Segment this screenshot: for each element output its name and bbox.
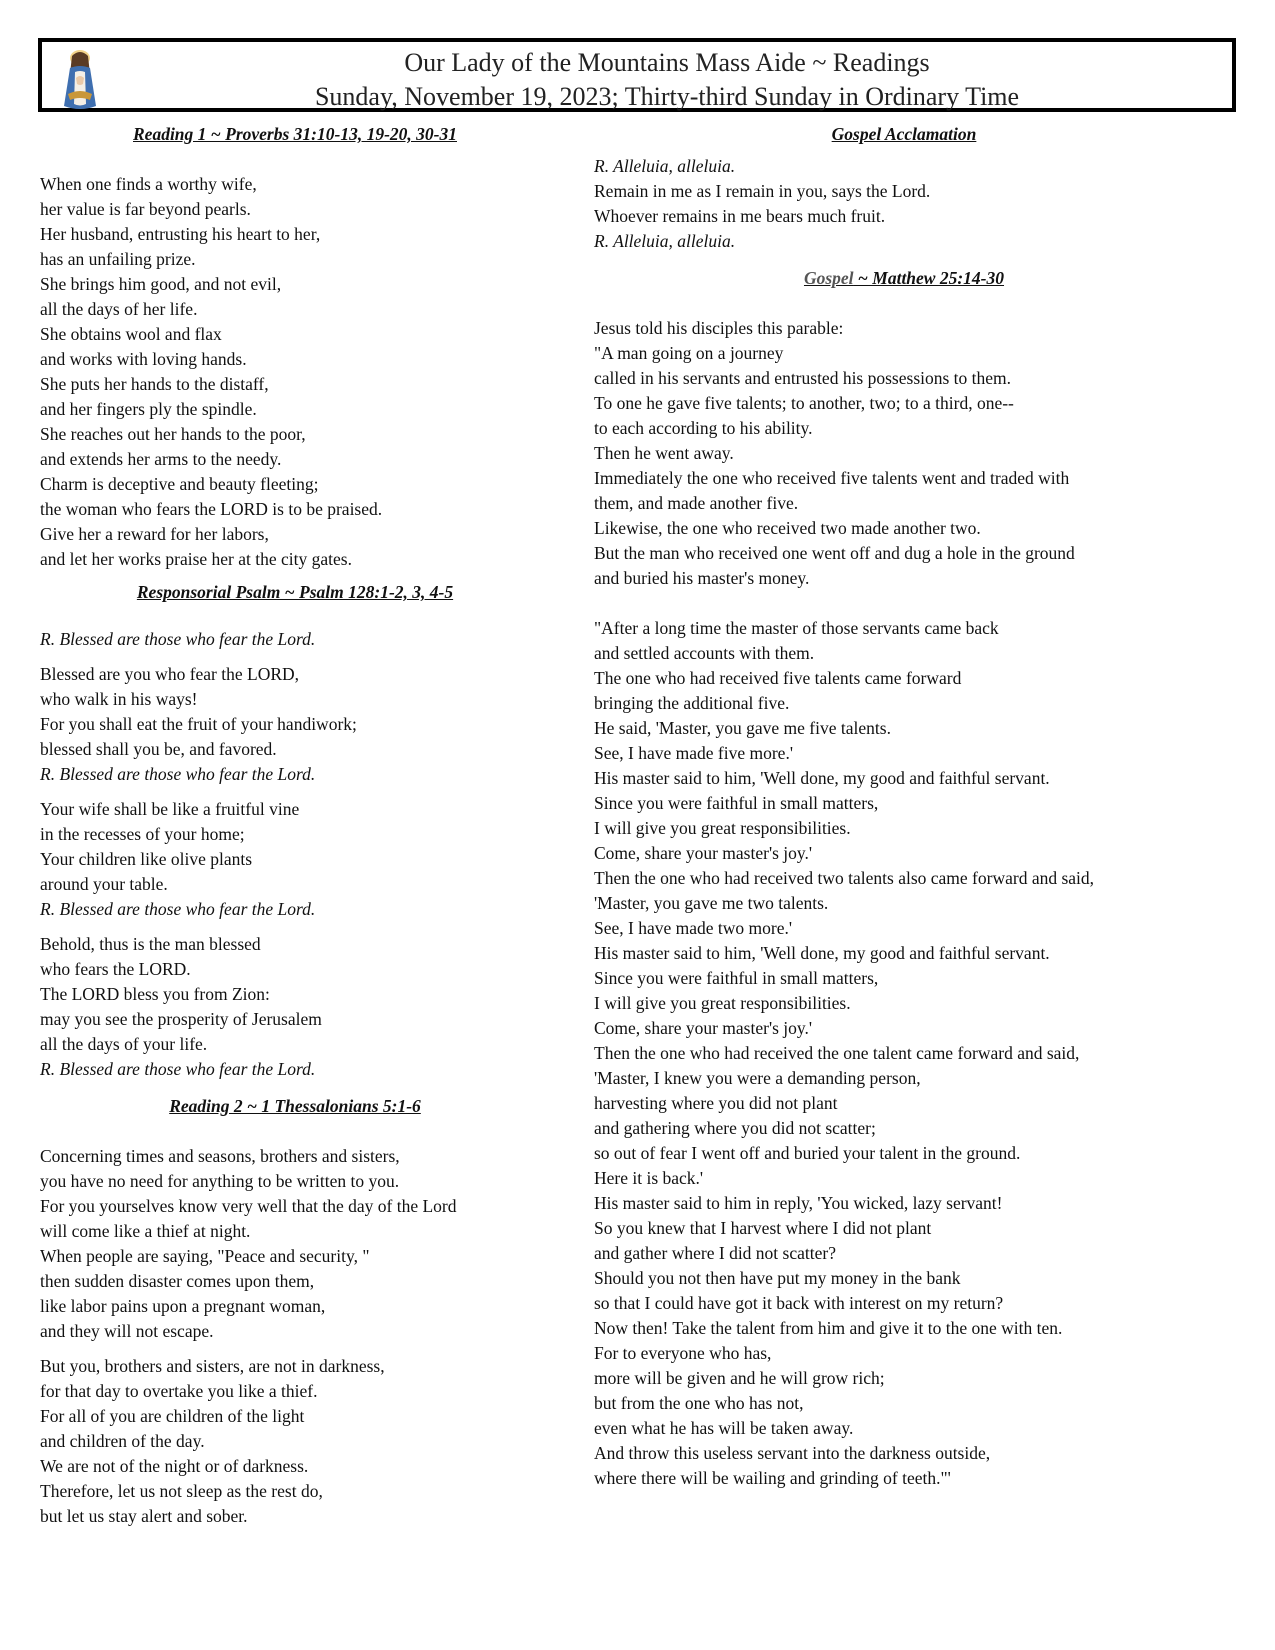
psalm-refrain: R. Blessed are those who fear the Lord. [40,899,316,919]
text-line: Since you were faithful in small matters, [594,968,879,988]
text-line: the woman who fears the LORD is to be praised. [40,499,383,519]
text-line: When people are saying, "Peace and security, " [40,1246,370,1266]
text-line: to each according to his ability. [594,418,813,438]
text-line: and they will not escape. [40,1321,214,1341]
text-line: all the days of your life. [40,1034,208,1054]
text-line: But you, brothers and sisters, are not in darkness, [40,1356,385,1376]
text-line: And throw this useless servant into the darkness outside, [594,1443,991,1463]
gospel-para-2 [594,616,1214,1491]
text-line: Since you were faithful in small matters, [594,793,879,813]
text-line: and her fingers ply the spindle. [40,399,257,419]
text-line: Her husband, entrusting his heart to her, [40,224,321,244]
madonna-logo-icon [56,44,102,112]
text-line: and gathering where you did not scatter; [594,1118,876,1138]
text-line: blessed shall you be, and favored. [40,739,277,759]
psalm-refrain: R. Blessed are those who fear the Lord. [40,1059,316,1079]
text-line: He said, 'Master, you gave me five talents. [594,718,891,738]
text-line: When one finds a worthy wife, [40,174,257,194]
text-line: you have no need for anything to be written to you. [40,1171,400,1191]
text-line: Therefore, let us not sleep as the rest do, [40,1481,323,1501]
text-line: but let us stay alert and sober. [40,1506,248,1526]
text-line: and buried his master's money. [594,568,810,588]
header-box [38,38,1236,112]
text-line: Your children like olive plants [40,849,253,869]
text-line: bringing the additional five. [594,693,790,713]
header-title-line-1: Our Lady of the Mountains Mass Aide ~ Readings [404,48,930,77]
text-line: His master said to him, 'Well done, my good and faithful servant. [594,768,1050,788]
text-line: has an unfailing prize. [40,249,196,269]
reading1-heading: Reading 1 ~ Proverbs 31:10-13, 19-20, 30-31 [133,124,457,144]
text-line: We are not of the night or of darkness. [40,1456,309,1476]
text-line: She reaches out her hands to the poor, [40,424,306,444]
text-line: See, I have made five more.' [594,743,793,763]
acclamation-refrain: R. Alleluia, alleluia. [594,156,736,176]
text-line: so that I could have got it back with interest on my return? [594,1293,1004,1313]
text-line: so out of fear I went off and buried your talent in the ground. [594,1143,1021,1163]
gospel-heading-prefix: Gospel [803,268,854,288]
text-line: I will give you great responsibilities. [594,818,851,838]
text-line: Concerning times and seasons, brothers and sisters, [40,1146,400,1166]
text-line: She puts her hands to the distaff, [40,374,269,394]
text-line: She brings him good, and not evil, [40,274,282,294]
acclamation-text [594,154,1214,254]
text-line: His master said to him, 'Well done, my good and faithful servant. [594,943,1050,963]
psalm-stanza-2 [40,797,550,922]
left-column [40,124,550,1529]
text-line: and settled accounts with them. [594,643,815,663]
text-line: I will give you great responsibilities. [594,993,851,1013]
text-line: them, and made another five. [594,493,799,513]
text-line: more will be given and he will grow rich; [594,1368,885,1388]
text-line: who fears the LORD. [40,959,191,979]
text-line: Then the one who had received two talents also came forward and said, [594,868,1095,888]
text-line: Behold, thus is the man blessed [40,934,261,954]
psalm-refrain: R. Blessed are those who fear the Lord. [40,629,316,649]
text-line: even what he has will be taken away. [594,1418,854,1438]
acclamation-refrain: R. Alleluia, alleluia. [594,231,736,251]
text-line: For all of you are children of the light [40,1406,305,1426]
text-line: Charm is deceptive and beauty fleeting; [40,474,319,494]
gospel-heading [594,268,1214,288]
text-line: Now then! Take the talent from him and give it to the one with ten. [594,1318,1063,1338]
text-line: Come, share your master's joy.' [594,1018,813,1038]
text-line: Immediately the one who received five talents went and traded with [594,468,1070,488]
text-line: Then the one who had received the one talent came forward and said, [594,1043,1080,1063]
text-line: around your table. [40,874,168,894]
text-line: harvesting where you did not plant [594,1093,838,1113]
text-line: So you knew that I harvest where I did not plant [594,1218,932,1238]
psalm-heading: Responsorial Psalm ~ Psalm 128:1-2, 3, 4-5 [136,582,454,602]
text-line: where there will be wailing and grinding of teeth."' [594,1468,951,1488]
text-line: Your wife shall be like a fruitful vine [40,799,300,819]
text-line: her value is far beyond pearls. [40,199,251,219]
reading2-para-2 [40,1354,550,1529]
text-line: 'Master, you gave me two talents. [594,893,829,913]
text-line: who walk in his ways! [40,689,198,709]
text-line: For you yourselves know very well that the day of the Lord [40,1196,457,1216]
text-line: Should you not then have put my money in the bank [594,1268,961,1288]
text-line: like labor pains upon a pregnant woman, [40,1296,326,1316]
text-line: But the man who received one went off and dug a hole in the ground [594,543,1075,563]
right-column [594,124,1214,1491]
text-line: To one he gave five talents; to another, two; to a third, one-- [594,393,1014,413]
acclamation-heading: Gospel Acclamation [831,124,977,144]
text-line: Whoever remains in me bears much fruit. [594,206,886,226]
text-line: Then he went away. [594,443,734,463]
text-line: His master said to him in reply, 'You wicked, lazy servant! [594,1193,1003,1213]
text-line: Remain in me as I remain in you, says the Lord. [594,181,931,201]
text-line: may you see the prosperity of Jerusalem [40,1009,322,1029]
text-line: then sudden disaster comes upon them, [40,1271,315,1291]
psalm-stanza-1 [40,662,550,787]
psalm-stanza-3 [40,932,550,1082]
text-line: for that day to overtake you like a thief. [40,1381,318,1401]
header-title-line-2: Sunday, November 19, 2023; Thirty-third Sunday in Ordinary Time [314,82,1020,111]
reading2-para-1 [40,1144,550,1344]
text-line: and let her works praise her at the city gates. [40,549,352,569]
text-line: Blessed are you who fear the LORD, [40,664,300,684]
text-line: but from the one who has not, [594,1393,804,1413]
text-line: in the recesses of your home; [40,824,245,844]
text-line: See, I have made two more.' [594,918,793,938]
text-line: and extends her arms to the needy. [40,449,282,469]
text-line: "A man going on a journey [594,343,784,363]
text-line: will come like a thief at night. [40,1221,251,1241]
text-line: called in his servants and entrusted his possessions to them. [594,368,1012,388]
text-line: Likewise, the one who received two made another two. [594,518,981,538]
text-line: For to everyone who has, [594,1343,772,1363]
gospel-para-1 [594,316,1214,591]
text-line: and gather where I did not scatter? [594,1243,836,1263]
gospel-heading-ref: ~ Matthew 25:14-30 [853,268,1005,288]
text-line: Jesus told his disciples this parable: [594,318,844,338]
reading2-heading: Reading 2 ~ 1 Thessalonians 5:1-6 [169,1096,421,1116]
text-line: Come, share your master's joy.' [594,843,813,863]
text-line: and children of the day. [40,1431,205,1451]
text-line: The LORD bless you from Zion: [40,984,270,1004]
text-line: For you shall eat the fruit of your handiwork; [40,714,357,734]
text-line: "After a long time the master of those servants came back [594,618,999,638]
text-line: 'Master, I knew you were a demanding person, [594,1068,921,1088]
psalm-refrain: R. Blessed are those who fear the Lord. [40,764,316,784]
text-line: Give her a reward for her labors, [40,524,269,544]
text-line: Here it is back.' [594,1168,704,1188]
text-line: all the days of her life. [40,299,198,319]
text-line: and works with loving hands. [40,349,247,369]
text-line: The one who had received five talents came forward [594,668,962,688]
psalm-refrain-block [40,627,550,652]
reading1-text [40,172,550,572]
text-line: She obtains wool and flax [40,324,222,344]
